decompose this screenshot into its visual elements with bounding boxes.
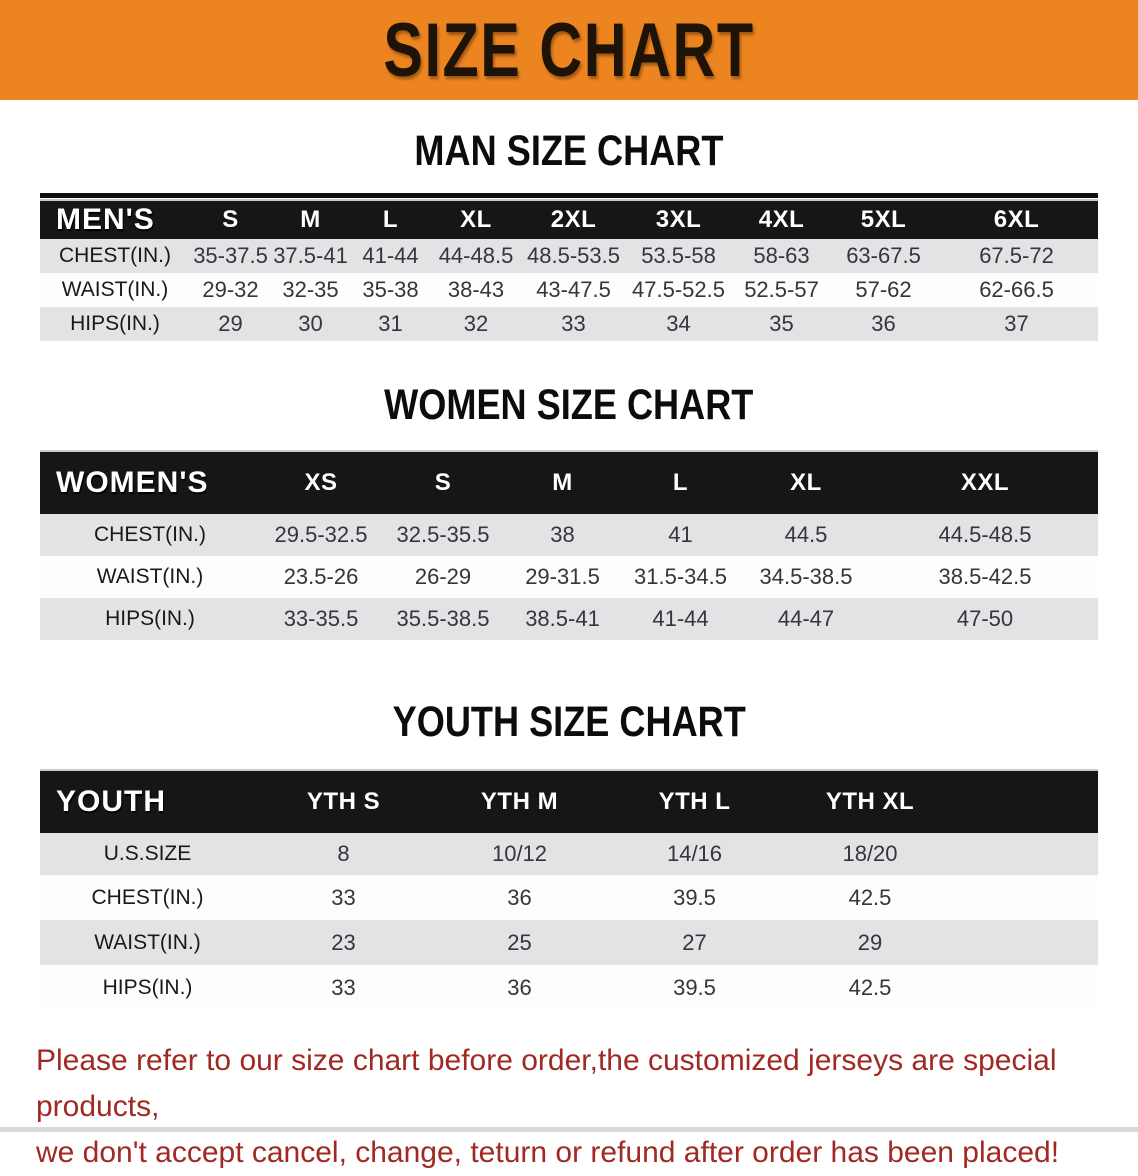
disclaimer-line-1: Please refer to our size chart before order,the customized jerseys are special products, [36, 1044, 1057, 1123]
size-cell: 44.5 [784, 522, 828, 547]
column-header: 2XL [550, 206, 597, 233]
bottom-edge-strip [0, 1127, 1138, 1132]
disclaimer-text [36, 1038, 1102, 1176]
size-cell: 23 [331, 929, 356, 955]
size-cell: 34 [666, 311, 691, 336]
row-label: HIPS(IN.) [70, 312, 160, 335]
size-cell: 29.5-32.5 [274, 522, 368, 547]
men-header-label: MEN'S [56, 203, 155, 236]
column-header: 4XL [758, 206, 805, 233]
men-table-top-rule [40, 193, 1098, 198]
column-header: S [434, 469, 452, 496]
size-chart-banner [0, 0, 1138, 100]
column-header: M [552, 469, 573, 496]
row-label: CHEST(IN.) [91, 885, 204, 909]
column-header: XS [304, 469, 338, 496]
size-cell: 35-38 [362, 277, 419, 302]
table-row-men-hips [40, 307, 1098, 341]
size-cell: 35 [769, 311, 794, 336]
size-cell: 44-48.5 [438, 243, 514, 268]
size-cell: 47.5-52.5 [632, 277, 725, 302]
size-cell: 32.5-35.5 [396, 522, 490, 547]
size-cell: 52.5-57 [744, 277, 819, 302]
size-cell: 29-32 [202, 277, 259, 302]
men-table-header-row [40, 201, 1098, 239]
table-row-men-chest [40, 239, 1098, 273]
size-cell: 31.5-34.5 [634, 564, 727, 589]
row-label: U.S.SIZE [103, 842, 192, 865]
size-cell: 43-47.5 [536, 277, 611, 302]
row-label: CHEST(IN.) [94, 523, 206, 546]
column-header: YTH S [306, 788, 381, 815]
column-header: 3XL [655, 206, 702, 233]
row-label: WAIST(IN.) [61, 278, 169, 301]
size-cell: 47-50 [956, 606, 1014, 631]
row-label: HIPS(IN.) [102, 975, 193, 999]
column-header: YTH L [658, 788, 731, 815]
size-cell: 35.5-38.5 [396, 606, 490, 631]
size-cell: 37.5-41 [273, 243, 348, 268]
women-table-header-row [40, 452, 1098, 514]
man-size-chart-title-text: MAN SIZE CHART [414, 127, 724, 175]
table-row-youth-hips [40, 965, 1098, 1010]
size-cell: 36 [507, 974, 532, 1000]
column-header: YTH XL [825, 788, 915, 815]
size-cell: 44-47 [777, 606, 835, 631]
row-label: CHEST(IN.) [59, 244, 171, 267]
column-header: XL [460, 206, 492, 233]
size-cell: 36 [507, 884, 532, 910]
size-cell: 29 [857, 929, 883, 955]
men-size-table [40, 193, 1098, 341]
youth-size-table [40, 771, 1098, 1010]
size-cell: 33 [331, 974, 356, 1000]
size-cell: 33-35.5 [283, 606, 359, 631]
size-cell: 18/20 [842, 841, 898, 866]
size-cell: 23.5-26 [283, 564, 359, 589]
size-cell: 41-44 [652, 606, 709, 631]
size-cell: 31 [378, 311, 403, 336]
column-header: L [672, 469, 689, 496]
size-cell: 62-66.5 [979, 277, 1054, 302]
size-cell: 38.5-42.5 [938, 564, 1032, 589]
size-cell: 32 [463, 311, 489, 336]
table-row-youth-waist [40, 920, 1098, 965]
row-label: WAIST(IN.) [94, 930, 201, 954]
column-header: S [222, 206, 239, 233]
size-cell: 36 [871, 311, 896, 336]
size-cell: 14/16 [666, 841, 723, 866]
column-header: M [300, 206, 321, 233]
size-cell: 30 [298, 311, 323, 336]
size-cell: 39.5 [673, 974, 716, 1000]
column-header: 5XL [860, 206, 907, 233]
size-cell: 53.5-58 [641, 243, 716, 268]
size-cell: 29-31.5 [525, 564, 600, 589]
size-cell: 33 [561, 311, 586, 336]
column-header: L [382, 206, 399, 233]
size-cell: 8 [337, 841, 350, 866]
table-row-youth-ussize [40, 833, 1098, 875]
size-cell: 10/12 [491, 841, 548, 866]
row-label: HIPS(IN.) [105, 607, 195, 630]
size-cell: 63-67.5 [846, 243, 921, 268]
youth-size-chart-title [0, 698, 1138, 746]
size-cell: 42.5 [848, 974, 892, 1000]
size-cell: 38 [550, 522, 575, 547]
size-cell: 35-37.5 [193, 243, 268, 268]
disclaimer-line-2: we don't accept cancel, change, teturn or refund after order has been placed! [36, 1136, 1060, 1169]
column-header: XXL [960, 469, 1010, 496]
size-cell: 33 [331, 884, 356, 910]
women-size-table [40, 452, 1098, 640]
size-cell: 48.5-53.5 [527, 243, 620, 268]
youth-header-label: YOUTH [56, 785, 166, 818]
table-row-women-chest [40, 514, 1098, 556]
women-size-chart-title-text: WOMEN SIZE CHART [384, 381, 754, 429]
table-row-youth-chest [40, 875, 1098, 920]
size-chart-banner-title: SIZE CHART [383, 7, 755, 93]
column-header: 6XL [993, 206, 1040, 233]
size-cell: 67.5-72 [979, 243, 1054, 268]
size-cell: 41-44 [362, 243, 419, 268]
size-cell: 44.5-48.5 [938, 522, 1032, 547]
table-row-women-waist [40, 556, 1098, 598]
size-cell: 26-29 [414, 564, 472, 589]
women-header-label: WOMEN'S [56, 466, 209, 499]
size-cell: 37 [1004, 311, 1029, 336]
size-cell: 39.5 [673, 884, 716, 910]
size-cell: 58-63 [753, 243, 810, 268]
table-row-women-hips [40, 598, 1098, 640]
size-cell: 57-62 [855, 277, 912, 302]
size-cell: 34.5-38.5 [759, 564, 853, 589]
size-cell: 38-43 [447, 277, 505, 302]
size-cell: 25 [507, 929, 532, 955]
size-cell: 32-35 [282, 277, 339, 302]
table-row-men-waist [40, 273, 1098, 307]
women-size-chart-title [0, 381, 1138, 429]
size-cell: 29 [218, 311, 243, 336]
youth-size-chart-title-text: YOUTH SIZE CHART [392, 698, 746, 746]
youth-table-header-row [40, 771, 1098, 833]
size-cell: 27 [682, 929, 707, 955]
man-size-chart-title [0, 127, 1138, 175]
size-cell: 38.5-41 [525, 606, 600, 631]
size-cell: 42.5 [848, 884, 892, 910]
column-header: XL [790, 469, 822, 496]
size-cell: 41 [668, 522, 693, 547]
row-label: WAIST(IN.) [96, 565, 204, 588]
column-header: YTH M [480, 788, 559, 815]
